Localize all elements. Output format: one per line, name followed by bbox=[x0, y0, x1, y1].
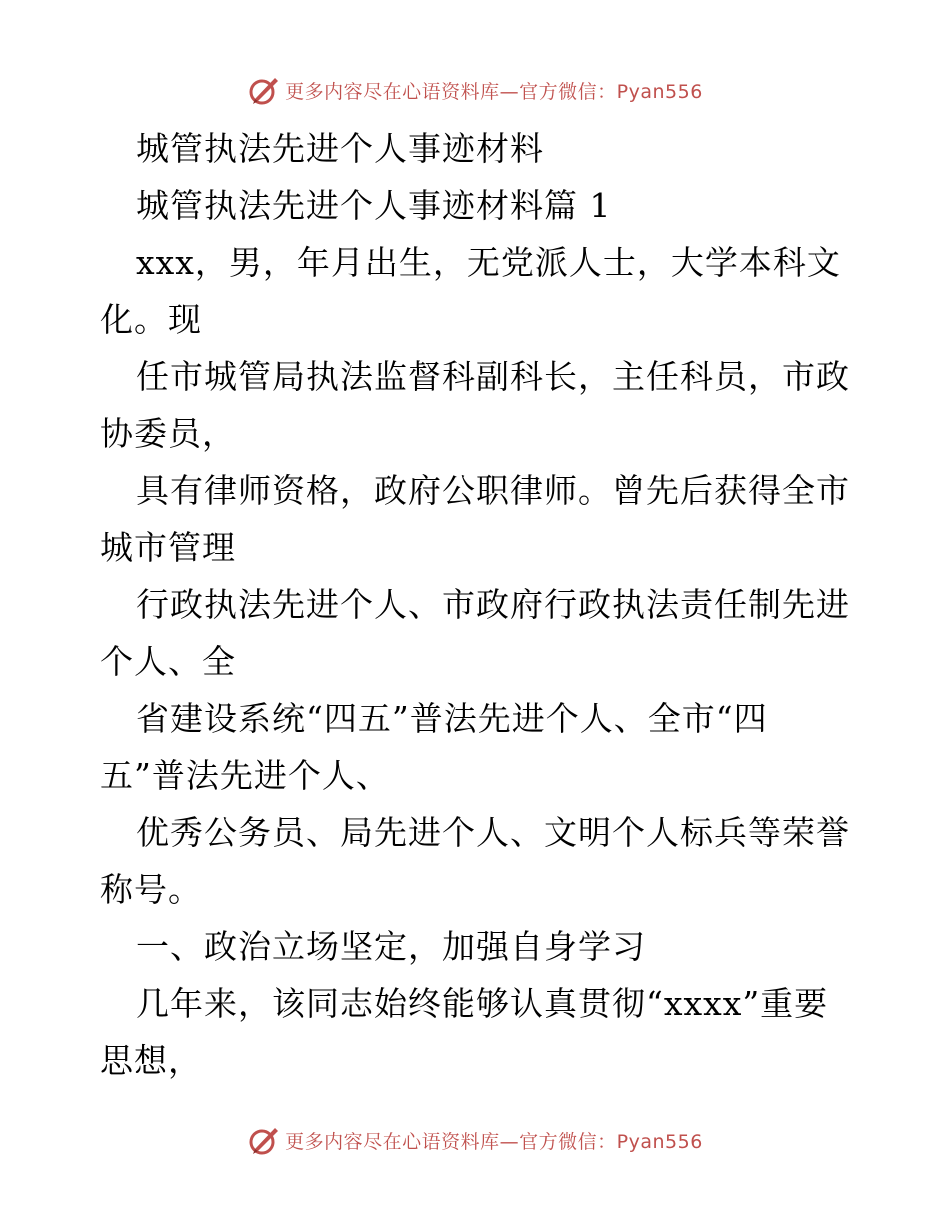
quill-logo-icon bbox=[247, 73, 281, 107]
document-body bbox=[100, 120, 860, 1089]
header-watermark bbox=[0, 70, 950, 110]
paragraph-line: 化。现 bbox=[100, 300, 202, 339]
paragraph-line: 称号。 bbox=[100, 870, 202, 909]
paragraph-line: 城市管理 bbox=[100, 528, 236, 567]
paragraph-line: 具有律师资格，政府公职律师。曾先后获得全市 bbox=[136, 471, 850, 510]
paragraph-line: 几年来，该同志始终能够认真贯彻“xxxx”重要 bbox=[136, 984, 829, 1023]
paragraph-line: 协委员， bbox=[100, 414, 236, 453]
paragraph-line: 任市城管局执法监督科副科长，主任科员，市政 bbox=[136, 357, 850, 396]
watermark-text: 更多内容尽在心语资料库—官方微信：Pyan556 bbox=[285, 1130, 703, 1153]
subsection-heading: 一、政治立场坚定，加强自身学习 bbox=[136, 927, 646, 966]
paragraph-line: 思想， bbox=[100, 1041, 202, 1080]
paragraph-line: 省建设系统“四五”普法先进个人、全市“四 bbox=[136, 699, 768, 738]
section-heading: 城管执法先进个人事迹材料篇 1 bbox=[136, 186, 612, 225]
watermark-text: 更多内容尽在心语资料库—官方微信：Pyan556 bbox=[285, 80, 703, 103]
paragraph-line: 行政执法先进个人、市政府行政执法责任制先进 bbox=[136, 585, 850, 624]
quill-logo-icon bbox=[247, 1123, 281, 1157]
paragraph-line: xxx，男，年月出生，无党派人士，大学本科文 bbox=[136, 243, 841, 282]
footer-watermark bbox=[0, 1120, 950, 1160]
paragraph-line: 五”普法先进个人、 bbox=[100, 756, 390, 795]
paragraph-line: 优秀公务员、局先进个人、文明个人标兵等荣誉 bbox=[136, 813, 850, 852]
paragraph-line: 个人、全 bbox=[100, 642, 236, 681]
document-title: 城管执法先进个人事迹材料 bbox=[136, 129, 544, 168]
